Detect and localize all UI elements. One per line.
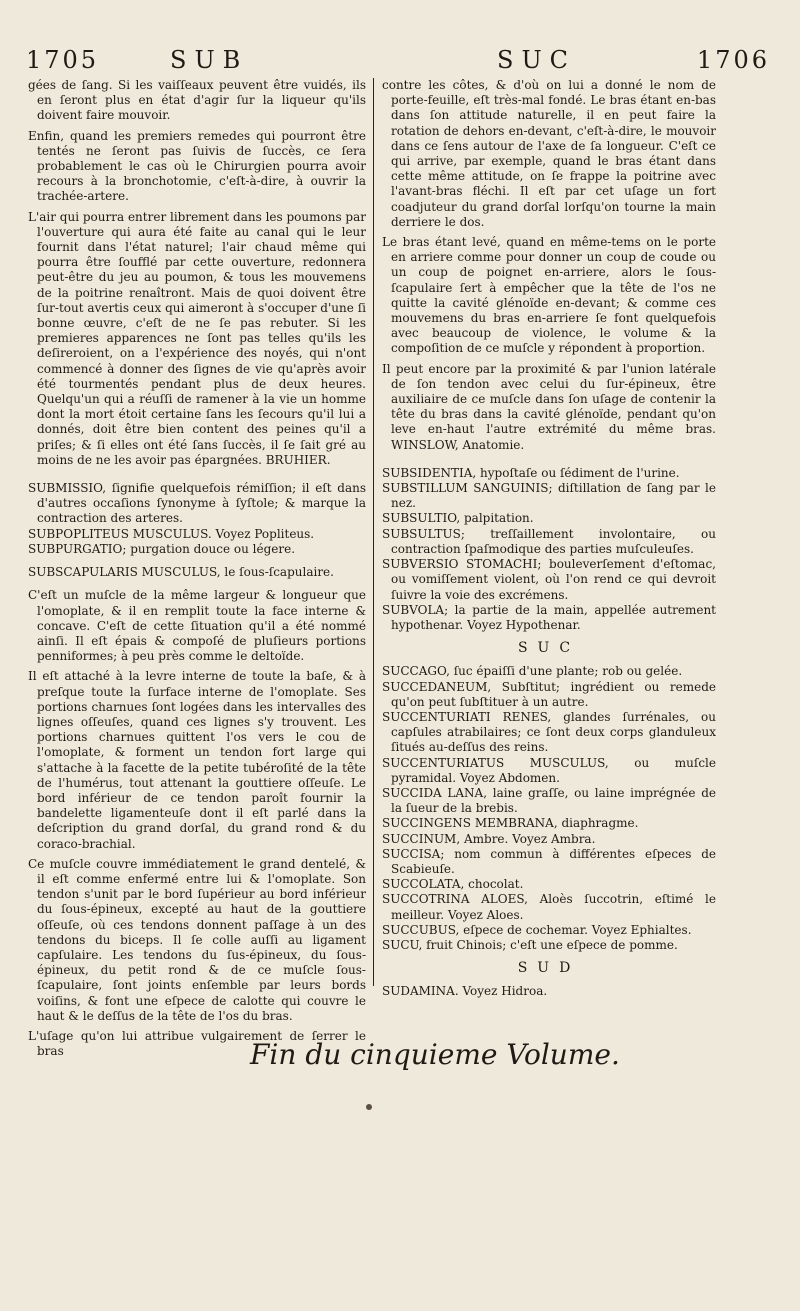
paragraph-2: Enfin, quand les premiers remedes qui pourront être tentés ne ſeront pas ſuivis de ſuccès, ce ſera probablement le cas où le Chirurgien pourra avoir recours à la bronchotomie, c'eſt-à-dire, à ouvrir la trachée-artere. <box>28 128 366 204</box>
paragraph-r2: Le bras étant levé, quand en même-tems on le porte en arriere comme pour donner un coup de coude ou un coup de poignet en-arriere, alors le ſous-ſcapulaire ſert à empêcher que la tête de l'os ne quitte la cavité glénoïde en-devant; & comme ces mouvemens du bras en-arriere ſe font quelquefois avec beaucoup de violence, le volume & la compoſition de ce muſcle y répondent à proportion. <box>382 235 716 356</box>
paragraph-subscap-3: Ce muſcle couvre immédiatement le grand dentelé, & il eſt comme enfermé entre lui & l'omoplate. Son tendon s'unit par le bord ſupérieur au bord inférieur du ſous-épineux, excepté au haut de la gouttiere oſſeuſe, où ces tendons donnent paſſage à un des tendons du biceps. Il ſe colle auſſi au ligament capſulaire. Les tendons du ſus-épineux, du ſous-épineux, du petit rond & de ce muſcle ſous-ſcapulaire, ſont joints enſemble par leurs bords voiſins, & font une eſpece de calotte qui couvre le haut & le deſſus de la tête de l'os du bras. <box>28 856 366 1023</box>
entry-succisa: SUCCISA; nom commun à différentes eſpeces de Scabieuſe. <box>382 846 716 876</box>
right-page-number: 1706 <box>696 46 770 74</box>
entry-subversio: SUBVERSIO STOMACHI; bouleverſement d'eſtomac, ou vomiſſement violent, où l'on rend ce qui devroit ſuivre la voie des excrémens. <box>382 557 716 602</box>
paragraph-subscap-2: Il eſt attaché à la levre interne de toute la baſe, & à preſque toute la ſurface interne de l'omoplate. Ses portions charnues ſont logées dans les intervalles des lignes oſſeuſes, quand ces lignes s'y trouvent. Les portions charnues quittent l'os vers le cou de l'omoplate, & forment un tendon fort large qui s'attache à la facette de la petite tubéroſité de la tête de l'humérus, tout attenant la gouttiere oſſeuſe. Le bord inférieur de ce tendon paroît fournir la bandelette ligamenteuſe dont il eſt parlé dans la deſcription du grand dorſal, du grand rond & du coraco-brachial. <box>28 669 366 851</box>
entry-succenturiatus: SUCCENTURIATUS MUSCULUS, ou muſcle pyramidal. Voyez Abdomen. <box>382 755 716 785</box>
section-heading-suc: SUC <box>517 640 581 657</box>
right-running-head: SUC <box>497 46 577 74</box>
entry-subpopliteus: SUBPOPLITEUS MUSCULUS. Voyez Popliteus. <box>28 526 315 541</box>
paragraph-subscap-4: L'uſage qu'on lui attribue vulgairement de ſerrer le bras <box>28 1028 366 1059</box>
entry-succago: SUCCAGO, ſuc épaiſſi d'une plante; rob ou gelée. <box>382 664 683 679</box>
entry-succida-lana: SUCCIDA LANA, laine graſſe, ou laine imprégnée de la ſueur de la brebis. <box>382 785 716 816</box>
entry-succolata: SUCCOLATA, chocolat. <box>382 877 524 892</box>
entry-subsultio: SUBSULTIO, palpitation. <box>382 511 534 526</box>
paragraph-r3: Il peut encore par la proximité & par l'union latérale de ſon tendon avec celui du ſur-épineux, être auxiliaire de ce muſcle dans ſon uſage de contenir la tête du bras dans la cavité glénoïde, pendant qu'on leve en-haut l'autre extrémité du même bras. WINSLOW, Anatomie. <box>382 361 716 452</box>
entry-succotrina: SUCCOTRINA ALOES, Aloès ſuccotrin, eſtimé le meilleur. Voyez Aloes. <box>382 892 716 922</box>
closing-line: Fin du cinquieme Volume. <box>250 1038 620 1071</box>
entry-sudamina: SUDAMINA. Voyez Hidroa. <box>382 984 548 999</box>
entry-succenturiati-renes: SUCCENTURIATI RENES, glandes ſurrénales, ou capſules atrabilaires; ce ſont deux corps glanduleux ſitués au-deſſus des reins. <box>382 709 716 755</box>
entry-submissio: SUBMISSIO, ſignifie quelquefois rémiſſion; il eſt dans d'autres occaſions ſynonyme à ſyſtole; & marque la contraction des arteres. <box>28 481 366 526</box>
paragraph-1: gées de ſang. Si les vaiſſeaux peuvent être vuidés, ils en ſeront plus en état d'agir ſur la liqueur qu'ils doivent faire mouvoir. <box>28 78 366 123</box>
paragraph-subscap-1: C'eſt un muſcle de la même largeur & longueur que l'omoplate, & il en remplit toute la face interne & concave. C'eſt de cette ſituation qu'il a été nommé ainſi. Il eſt épais & compoſé de pluſieurs portions penniformes; à peu près comme le deltoïde. <box>28 588 366 664</box>
left-column <box>28 78 366 1064</box>
entry-subpurgatio: SUBPURGATIO; purgation douce ou légere. <box>28 541 296 556</box>
right-column <box>382 78 716 1000</box>
left-running-head: SUB <box>170 46 249 74</box>
entry-substillum: SUBSTILLUM SANGUINIS; diſtillation de ſang par le nez. <box>382 481 716 511</box>
entry-succubus: SUCCUBUS, eſpece de cochemar. Voyez Ephialtes. <box>382 922 692 937</box>
column-divider <box>373 78 374 986</box>
entry-subsultus: SUBSULTUS; treſſaillement involontaire, ou contraction ſpaſmodique des parties muſculeuſes. <box>382 526 716 556</box>
paragraph-3: L'air qui pourra entrer librement dans les poumons par l'ouverture qui aura été faite au canal qui le leur fournit dans l'état naturel; l'air chaud même qui pourra être ſoufflé par cette ouverture, redonnera peut-être du jeu au poumon, & tous les mouvemens de la poitrine renaîtront. Mais de quoi doivent être ſur-tout avertis ceux qui aimeront à s'occuper d'une ſi bonne œuvre, c'eſt de ne ſe pas rebuter. Si les premieres apparences ne ſont pas telles qu'ils les deſireroient, on a l'expérience des noyés, qui n'ont commencé à donner des ſignes de vie qu'après avoir été tourmentés pendant plus de deux heures. Quelqu'un qui a réuſſi de ramener à la vie un homme dont la mort étoit certaine ſans les ſecours qu'il lui a donnés, doit être bien content des peines qu'il a priſes; & ſi elles ont été ſans ſuccès, il ſe ſait gré au moins de ne les avoir pas épargnées. BRUHIER. <box>28 209 366 467</box>
entry-succingens: SUCCINGENS MEMBRANA, diaphragme. <box>382 816 639 831</box>
entry-subsidentia: SUBSIDENTIA, hypoſtaſe ou ſédiment de l'urine. <box>382 465 680 480</box>
entry-subvola: SUBVOLA; la partie de la main, appellée autrement hypothenar. Voyez Hypothenar. <box>382 602 716 632</box>
entry-succinum: SUCCINUM, Ambre. Voyez Ambra. <box>382 831 596 846</box>
paragraph-r1: contre les côtes, & d'où on lui a donné le nom de porte-feuille, eſt très-mal fondé. Le bras étant en-bas dans ſon attitude naturelle, il en peut faire la rotation de dehors en-devant, c'eſt-à-dire, le mouvoir dans ce ſens autour de l'axe de ſa longueur. C'eſt ce qui arrive, par exemple, quand le bras étant dans cette même attitude, on ſe frappe la poitrine avec l'avant-bras fléchi. Il eſt par cet uſage un fort coadjuteur du grand dorſal lorſqu'on tourne la main derriere le dos. <box>382 78 716 229</box>
entry-succedaneum: SUCCEDANEUM, Subſtitut; ingrédient ou remede qu'on peut ſubſtituer à un autre. <box>382 679 716 709</box>
left-page-number: 1705 <box>26 46 100 74</box>
entry-subscapularis: SUBSCAPULARIS MUSCULUS, le ſous-ſcapulaire. <box>28 565 334 580</box>
entry-sucu: SUCU, fruit Chinois; c'eſt une eſpece de pomme. <box>382 937 678 952</box>
section-heading-sud: SUD <box>517 960 581 977</box>
ink-spot <box>366 1104 372 1110</box>
